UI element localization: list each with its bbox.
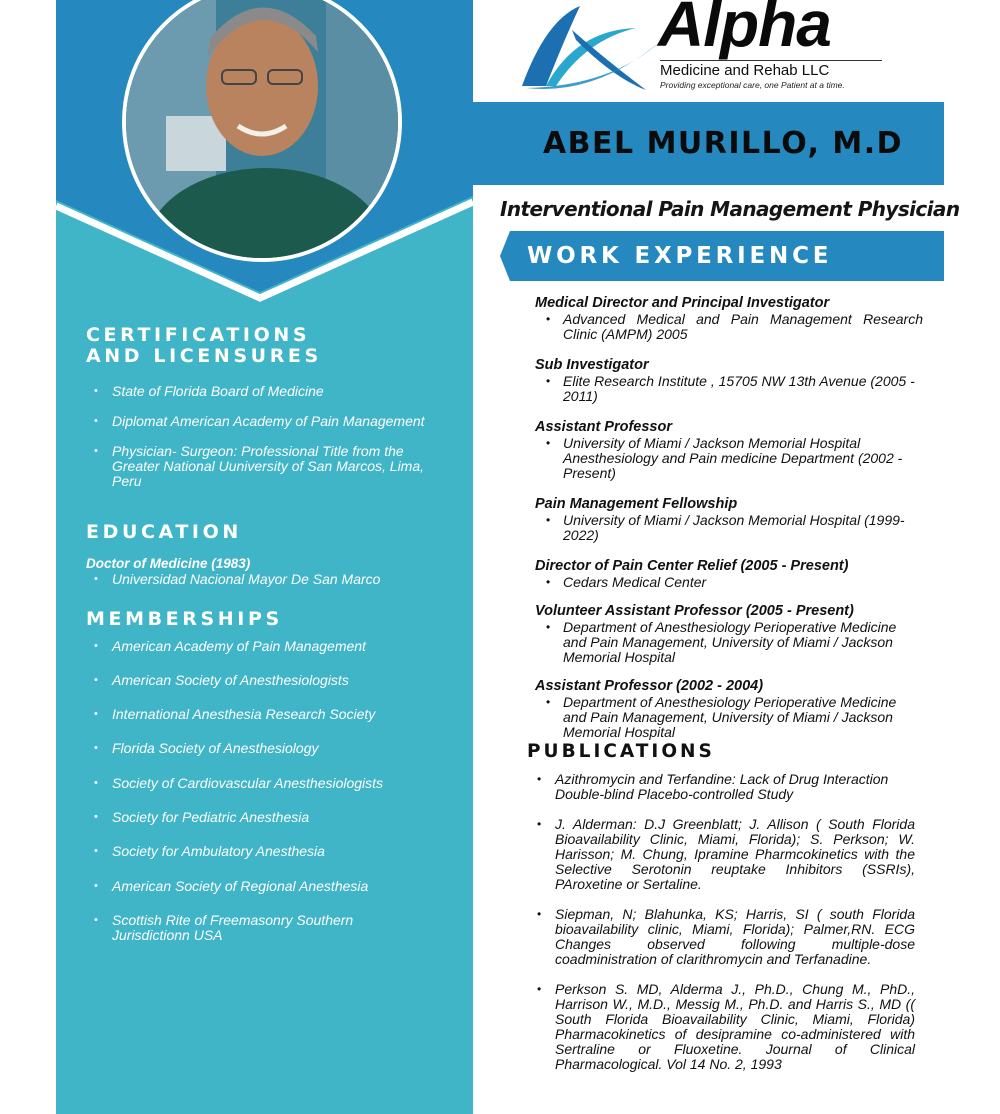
job-subtitle: Interventional Pain Management Physician — [500, 197, 960, 221]
memberships-heading: MEMBERSHIPS — [86, 608, 283, 630]
list-item: • International Anesthesia Research Society — [94, 707, 439, 722]
degree-title: Doctor of Medicine (1983) — [86, 556, 251, 571]
list-item — [535, 295, 923, 342]
job-detail: • Cedars Medical Center — [535, 575, 923, 590]
memberships-list — [94, 639, 439, 943]
list-item: • J. Alderman: D.J Greenblatt; J. Allison ( South Florida Bioavailability Clinic, Miami, Florida); S. Perkson; W. Harisson; M. Chung, Ipramine Pharmcokinetics with the Selective Serotonin reuptake Inhibitors (SSRIs), PAroxetine or Sertaline. — [537, 817, 915, 892]
publications-list — [537, 772, 915, 1072]
job-detail: • University of Miami / Jackson Memorial Hospital (1999- 2022) — [535, 513, 923, 543]
logo-divider — [660, 60, 882, 61]
list-item: • State of Florida Board of Medicine — [94, 384, 439, 399]
list-item: • American Academy of Pain Management — [94, 639, 439, 654]
job-title: Volunteer Assistant Professor (2005 - Present) — [535, 603, 854, 619]
list-item: • Diplomat American Academy of Pain Management — [94, 414, 439, 429]
education-heading: EDUCATION — [86, 521, 242, 543]
work-experience-list — [535, 295, 923, 740]
list-item: • Azithromycin and Terfandine: Lack of Drug Interaction Double-blind Placebo-controlled Study — [537, 772, 915, 802]
job-detail: • Advanced Medical and Pain Management Research Clinic (AMPM) 2005 — [535, 312, 923, 342]
logo-wordmark: Alpha — [658, 0, 831, 60]
list-item — [535, 558, 923, 590]
list-item — [535, 678, 923, 740]
education-list — [94, 572, 439, 587]
sidebar — [56, 0, 473, 1114]
list-item: • Perkson S. MD, Alderma J., Ph.D., Chung M., PhD., Harrison W., M.D., Messig M., Ph.D. and Harris S., MD (( South Florida Bioavailability Clinic, Miami, Florida) Pharmacokinetics of desipramine co-administered with Sertraline or Fluoxetine. Journal of Clinical Pharmacological. Vol 14 No. 2, 1993 — [537, 982, 915, 1072]
list-item: • Society for Pediatric Anesthesia — [94, 810, 439, 825]
physician-name: ABEL MURILLO, M.D — [542, 126, 904, 161]
work-experience-heading: WORK EXPERIENCE — [527, 243, 833, 269]
list-item: • Scottish Rite of Freemasonry Southern Jurisdictionn USA — [94, 913, 412, 943]
job-detail: • Department of Anesthesiology Perioperative Medicine and Pain Management, University of Miami / Jackson Memorial Hospital — [535, 620, 923, 665]
job-detail: • Elite Research Institute , 15705 NW 13th Avenue (2005 - 2011) — [535, 374, 923, 404]
job-title: Sub Investigator — [535, 357, 649, 373]
list-item — [535, 603, 923, 665]
list-item — [535, 419, 923, 481]
list-item: • American Society of Regional Anesthesia — [94, 879, 439, 894]
list-item: • Society of Cardiovascular Anesthesiologists — [94, 776, 439, 791]
job-title: Assistant Professor (2002 - 2004) — [535, 678, 764, 694]
name-banner — [473, 102, 944, 185]
list-item: • Physician- Surgeon: Professional Title from the Greater National Uuniversity of San Marcos, Lima, Peru — [94, 444, 439, 489]
publications-heading: PUBLICATIONS — [527, 741, 715, 762]
list-item — [535, 496, 923, 543]
list-item: • Universidad Nacional Mayor De San Marco — [94, 572, 439, 587]
list-item: • American Society of Anesthesiologists — [94, 673, 439, 688]
alpha-swoosh-icon — [516, 0, 666, 96]
list-item: • Siepman, N; Blahunka, KS; Harris, SI ( south Florida bioavailability clinic, Miami, Florida); Palmer,RN. ECG Changes observed following multiple-dose coadministration of clarithromycin and Terfanadine. — [537, 907, 915, 967]
certifications-list — [94, 384, 439, 489]
job-detail: • University of Miami / Jackson Memorial Hospital Anesthesiology and Pain medicine Department (2002 - Present) — [535, 436, 923, 481]
list-item: • Florida Society of Anesthesiology — [94, 741, 439, 756]
job-title: Pain Management Fellowship — [535, 496, 738, 512]
company-logo — [516, 0, 896, 100]
list-item: • Society for Ambulatory Anesthesia — [94, 844, 439, 859]
job-detail: • Department of Anesthesiology Perioperative Medicine and Pain Management, University of Miami / Jackson Memorial Hospital — [535, 695, 923, 740]
job-title: Medical Director and Principal Investigator — [535, 295, 830, 311]
logo-company-name: Medicine and Rehab LLC — [660, 62, 830, 79]
list-item — [535, 357, 923, 404]
logo-tagline: Providing exceptional care, one Patient at a time. — [660, 80, 845, 90]
job-title: Assistant Professor — [535, 419, 672, 435]
job-title: Director of Pain Center Relief (2005 - Present) — [535, 558, 849, 574]
certifications-heading: CERTIFICATIONS AND LICENSURES — [86, 324, 322, 367]
